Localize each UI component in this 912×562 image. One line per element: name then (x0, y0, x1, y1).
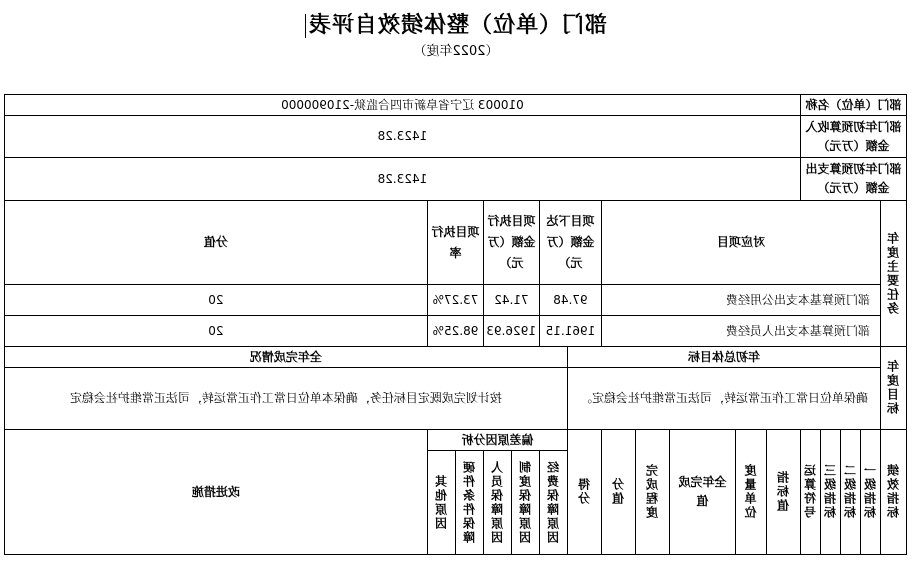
tasks-section-label: 年度主要任务 (881, 201, 907, 347)
deviation-reason-header: 硬件条件保障 (455, 451, 483, 555)
score-value-header: 分值 (4, 201, 427, 285)
task-row (4, 316, 906, 347)
evaluation-table (4, 94, 907, 555)
overall-goal-text: 确保单位日常工作正常运转，司法正常维护社会稳定。 (567, 368, 880, 430)
page-title (0, 8, 912, 39)
task-executed: 71.42 (483, 285, 539, 316)
indicator-score-header: 得分 (567, 430, 601, 555)
budget-income-label: 部门年初预算收入金额（万元） (800, 116, 906, 158)
level3-header: 三级指标 (821, 430, 841, 555)
unit-header: 度量单位 (735, 430, 766, 555)
indicators-section-label: 绩效指标 (881, 430, 907, 555)
indicator-score-value-header: 分值 (601, 430, 635, 555)
completion-header: 全年完成情况 (4, 347, 567, 368)
task-rate: 98.25% (427, 316, 483, 347)
task-score-value: 20 (4, 285, 427, 316)
indicators-header-row (4, 430, 906, 451)
deviation-reason-header: 人员保障原因 (483, 451, 511, 555)
task-rate: 73.27% (427, 285, 483, 316)
task-executed: 1926.93 (483, 316, 539, 347)
measures-header: 改进措施 (4, 430, 427, 555)
task-project: 部门预算基本支出人员经费 (601, 316, 880, 347)
goals-content-row (4, 368, 906, 430)
level2-header: 二级指标 (841, 430, 861, 555)
budget-expense-label: 部门年初预算支出金额（万元） (800, 158, 906, 201)
deviation-reason-header: 制度保障原因 (511, 451, 539, 555)
budget-expense-value: 1423.28 (4, 158, 800, 201)
task-score-value: 20 (4, 316, 427, 347)
task-project: 部门预算基本支出公用经费 (601, 285, 880, 316)
operator-header: 运算符号 (800, 430, 820, 555)
task-row (4, 285, 906, 316)
task-budget: 97.48 (539, 285, 601, 316)
deviation-header: 偏差原因分析 (427, 430, 567, 451)
deviation-reason-header: 经费保障原因 (539, 451, 567, 555)
task-budget: 1961.15 (539, 316, 601, 347)
page-subtitle: （2022年度） (413, 44, 499, 59)
completion-text: 按计划完成既定目标任务，确保本单位日常工作正常运转，司法正常维护社会稳定 (4, 368, 567, 430)
text-cursor (305, 14, 306, 38)
budget-header: 项目下达金额（万元） (539, 201, 601, 285)
budget-income-row (4, 116, 906, 158)
overall-goal-header: 年初总体目标 (567, 347, 880, 368)
dept-name-value: 010003 辽宁省阜新市四合监狱-210900000 (4, 95, 800, 116)
goals-header-row (4, 347, 906, 368)
level1-header: 一级指标 (861, 430, 881, 555)
target-header: 指标值 (766, 430, 800, 555)
project-header: 对应项目 (601, 201, 880, 285)
dept-name-label: 部门（单位）名称 (800, 95, 906, 116)
budget-expense-row (4, 158, 906, 201)
deviation-reason-header: 其他原因 (427, 451, 455, 555)
rate-header: 项目执行率 (427, 201, 483, 285)
executed-header: 项目执行金额（万元） (483, 201, 539, 285)
budget-income-value: 1423.28 (4, 116, 800, 158)
title-text: 部门（单位）整体绩效自评表 (308, 12, 608, 38)
dept-name-row (4, 95, 906, 116)
goals-section-label: 年度目标 (881, 347, 907, 430)
tasks-header-row (4, 201, 906, 285)
annual-value-header: 全年完成值 (669, 430, 735, 555)
completion-degree-header: 完成程度 (635, 430, 669, 555)
